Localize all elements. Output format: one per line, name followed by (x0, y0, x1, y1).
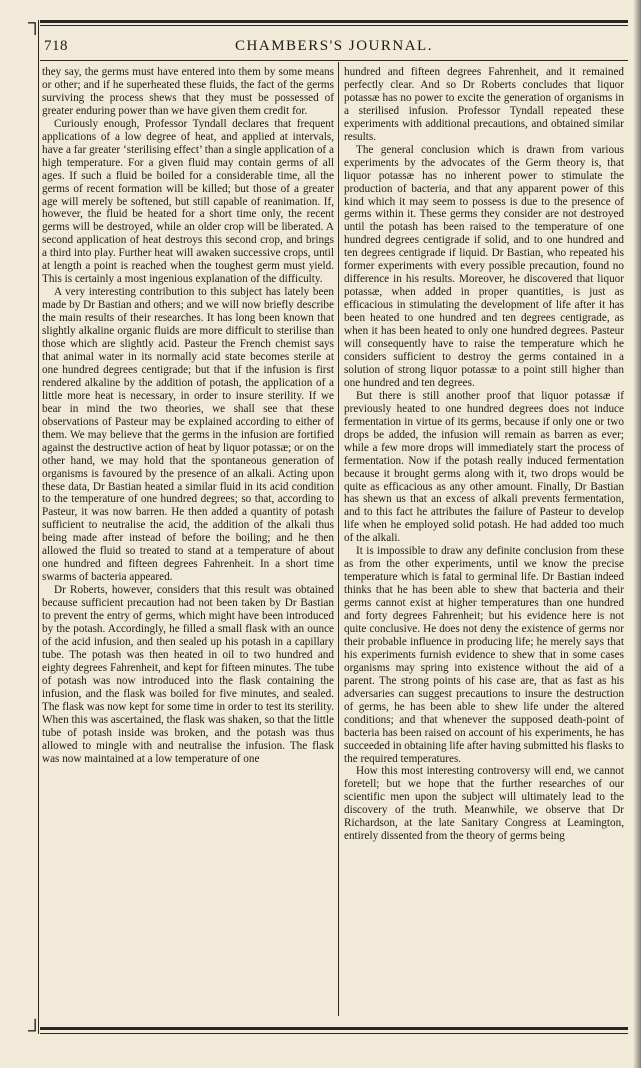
paragraph: It is impossible to draw any definite conclusion from these as from the other experiments, until we know the precise temperature which is fatal to germinal life. Dr Bastian indeed thinks that he has been able to shew that bacteria and their germs cannot exist at higher temperatures than one hundred and forty degrees Fahrenheit; but his evidence here is not quite conclusive. He does not deny the existence of germs nor their probable influence in producing life; he merely says that his experiments furnish evidence to shew that in some cases organisms may spring into existence without the aid of a parent. The strong points of his case are, that as fast as his adversaries can suggest precautions to insure the destruction of germs, he has been able to shew life under the altered conditions; and that whenever the supposed death-point of bacteria has been raised on account of his experiments, he has succeeded in obtaining life after having submitted his flasks to the required temperatures. (344, 545, 624, 765)
right-column (344, 66, 624, 1022)
bottom-rule (40, 1027, 628, 1030)
paragraph: How this most interesting controversy will end, we cannot foretell; but we hope that the further researches of our scientific men upon the subject will ultimately lead to the discovery of the truth. Meanwhile, we observe that Dr Richardson, at the late Sanitary Congress at Leamington, entirely dissented from the theory of germs being (344, 765, 624, 843)
journal-title: CHAMBERS'S JOURNAL. (235, 38, 433, 54)
top-rule (40, 20, 628, 23)
column-divider (338, 62, 339, 1016)
page-edge-shadow (633, 0, 641, 1068)
paragraph: The general conclusion which is drawn from various experiments by the advocates of the Germ theory is, that liquor potassæ has no inherent power to stimulate the production of bacteria, and that any apparent power of this kind which it may seem to possess is due to the presence of germs within it. These germs they consider are not destroyed until the potash has been raised to the temperature of one hundred degrees centigrade if solid, and to one hundred and ten degrees centigrade if liquid. Dr Bastian, who repeated his former experiments with every possible precaution, found no difference in his results. Moreover, he discovered that liquor potassæ, when added in proper quantities, is just as efficacious in stimulating the development of life after it has been heated to one hundred and ten degrees centigrade, as when it has been heated to only one hundred degrees. Pasteur will consequently have to raise the temperature which he considers sufficient to destroy the germs contained in a solution of strong liquor potassæ to a point still higher than one hundred and ten degrees. (344, 143, 624, 389)
paragraph: hundred and fifteen degrees Fahrenheit, and it remained perfectly clear. And so Dr Roberts concludes that liquor potassæ has no power to excite the generation of organisms in a sterilised infusion. Professor Tyndall repeated these experiments with additional precautions, and obtained similar results. (344, 66, 624, 143)
page-header (40, 36, 628, 61)
paragraph: A very interesting contribution to this subject has lately been made by Dr Bastian and others; and we will now briefly describe the main results of their researches. It has long been known that slightly alkaline organic fluids are more difficult to sterilise than those which are slightly acid. Pasteur the French chemist says that animal water in its normally acid state becomes sterile at one hundred degrees centigrade; but that if the infusion is first rendered alkaline by the addition of potash, the application of a little more heat is necessary, in order to insure sterility. If we bear in mind the two theories, we shall see that these observations of Pasteur may be explained according to either of them. We may believe that the germs in the infusion are fortified against the destructive action of heat by liquor potassæ; or on the other hand, we may hold that the spontaneous generation of organisms is favoured by the presence of an alkali. Acting upon these data, Dr Bastian heated a similar fluid in its acid condition to the temperature of one hundred degrees; so that, according to Pasteur, it was now barren. He then added a quantity of potash sufficient to neutralise the acid, the addition of the alkali thus being made after instead of before the boiling; and he then allowed the fluid so treated to stand at a temperature of about one hundred and fifteen degrees Fahrenheit. In a short time swarms of bacteria appeared. (42, 286, 334, 584)
left-column (42, 66, 334, 1022)
corner-ornament-bottom: ┘ (28, 1020, 43, 1042)
paragraph: Curiously enough, Professor Tyndall declares that frequent applications of a low degree of heat, and applied at intervals, have a far greater ‘sterilising effect’ than a single application of a high temperature. For a given fluid may contain germs of all ages. If such a fluid be boiled for a considerable time, all the germs of recent formation will be killed; but those of a greater age will merely be softened, but still capable of reanimation. If, however, the fluid be heated for a short time only, the recent germs will be destroyed, while an older crop will be liberated. A second application of heat destroys this second crop, and brings a third into play. Further heat will awaken successive crops, until at length a point is reached when the toughest germ must yield. This is certainly a most ingenious explanation of the difficulty. (42, 117, 334, 286)
corner-ornament-top: ┐ (28, 12, 43, 34)
left-rule (38, 20, 39, 1034)
top-rule-thin (40, 25, 628, 26)
paragraph: they say, the germs must have entered into them by some means or other; and if he superheated these fluids, the fact of the germs surviving the process shews that they must be possessed of greater enduring power than we have given them credit for. (42, 66, 334, 117)
paragraph: Dr Roberts, however, considers that this result was obtained because sufficient precaution had not been taken by Dr Bastian to prevent the entry of germs, which might have been introduced by the potash. Accordingly, he filled a small flask with an ounce of the acid infusion, and then sealed up his potash in a capillary tube. The potash was then heated in oil to two hundred and eighty degrees Fahrenheit, and kept for fifteen minutes. The tube of potash was now introduced into the flask containing the infusion, and the flask was boiled for five minutes, and sealed. The flask was now kept for some time in order to test its sterility. When this was ascertained, the flask was shaken, so that the little tube of potash inside was broken, and the potash was thus allowed to mingle with and neutralise the infusion. The flask was now maintained at a low temperature of one (42, 584, 334, 765)
bottom-rule-thin (40, 1033, 628, 1034)
page-number: 718 (44, 38, 68, 54)
paragraph: But there is still another proof that liquor potassæ if previously heated to one hundred degrees does not induce fermentation in virtue of its germs, because if only one or two drops be added, the infusion will remain as barren as ever; while a few more drops will immediately start the process of fermentation. Now if the potash really induced fermentation because it brought germs along with it, two drops would be quite as efficacious as any other amount. Finally, Dr Bastian has shewn us that an excess of alkali prevents fermentation, and to this fact he attributes the failure of Pasteur to develop life when he employed solid potash. He had added too much of the alkali. (344, 389, 624, 545)
page-frame (28, 14, 628, 1044)
